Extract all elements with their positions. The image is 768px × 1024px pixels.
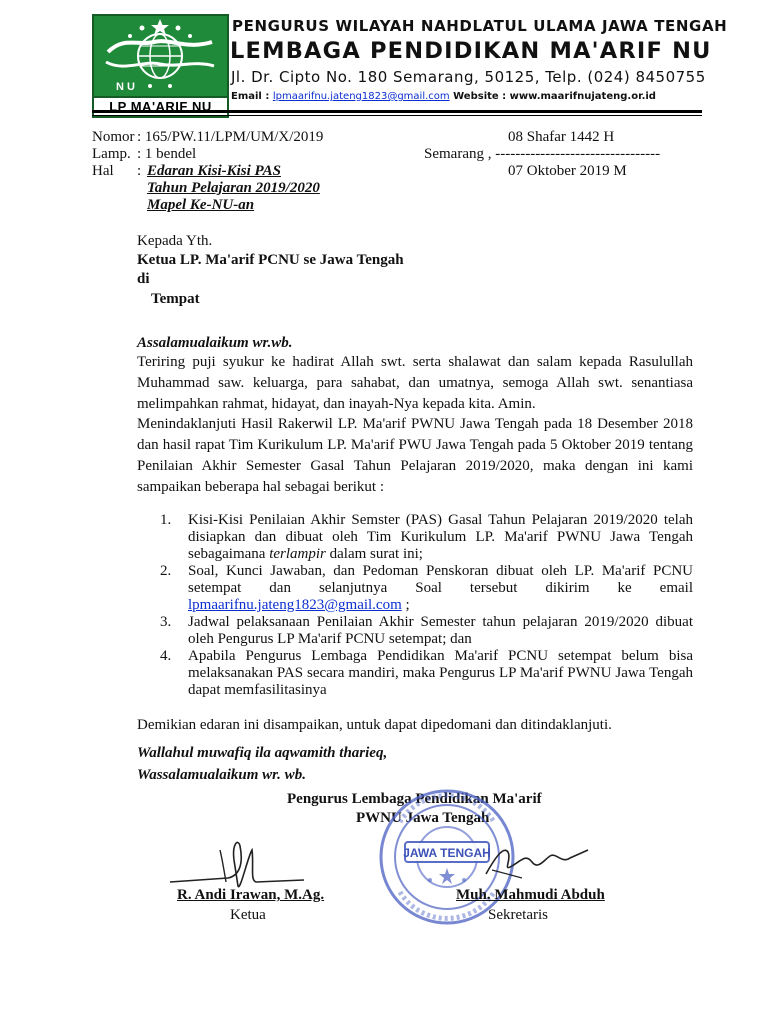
- org-name: LEMBAGA PENDIDIKAN MA'ARIF NU: [230, 38, 712, 64]
- right-signatory-name: Muh. Mahmudi Abduh: [456, 887, 605, 903]
- hal-line-3: Mapel Ke-NU-an: [147, 197, 255, 213]
- wallahul-line: Wallahul muwafiq ila aqwamith tharieq,: [137, 745, 388, 761]
- emphasis-terlampir: terlampir: [269, 546, 326, 562]
- wassalam-line: Wassalamualaikum wr. wb.: [137, 767, 306, 783]
- list-item: 1. Kisi-Kisi Penilaian Akhir Semster (PAS) Gasal Tahun Pelajaran 2019/2020 telah disiapkan dan dibuat oleh Tim Kurikulum LP. Ma'arif PWNU Jawa Tengah sebagaimana terlampir dalam surat ini;: [160, 512, 693, 562]
- date-hijri: 08 Shafar 1442 H: [508, 129, 615, 145]
- salam-opening: Assalamualaikum wr.wb.: [137, 335, 293, 351]
- org-address: Jl. Dr. Cipto No. 180 Semarang, 50125, Telp. (024) 8450755: [231, 68, 706, 86]
- signatory-org-line-1: Pengurus Lembaga Pendidikan Ma'arif: [287, 791, 542, 807]
- hal-line-1: Edaran Kisi-Kisi PAS: [147, 163, 281, 179]
- organization-logo: [92, 14, 229, 118]
- paragraph-2: Menindaklanjuti Hasil Rakerwil LP. Ma'arif PWNU Jawa Tengah pada 18 Desember 2018 dan hasil rapat Tim Kurikulum LP. Ma'arif PWU Jawa Tengah pada 5 Oktober 2019 tentang Penilaian Akhir Semester Gasal Tahun Pelajaran 2019/2020, maka dengan ini kami sampaikan beberapa hal sebagai berikut :: [137, 416, 693, 495]
- list-number: 1.: [160, 512, 172, 528]
- logo-label: LP MA'ARIF NU: [94, 96, 227, 116]
- list-item: 4. Apabila Pengurus Lembaga Pendidikan Ma'arif PCNU setempat belum bisa melaksanakan PAS secara mandiri, maka Pengurus LP Ma'arif PWNU Jawa Tengah dapat memfasilitasinya: [160, 648, 693, 698]
- list-number: 2.: [160, 563, 172, 579]
- email-label: Email :: [231, 91, 273, 102]
- recipient-kepada: Kepada Yth.: [137, 233, 213, 249]
- nomor-value: : 165/PW.11/LPM/UM/X/2019: [137, 129, 324, 145]
- paragraph-1: Teriring puji syukur ke hadirat Allah swt. serta shalawat dan salam kepada Rasulullah Muhammad saw. keluarga, para sahabat, dan umatnya, semoga Allah swt. senantiasa melimpahkan rahmat, hidayat, dan inayah-Nya kepada kita. Amin.: [137, 354, 693, 412]
- list-item: 3. Jadwal pelaksanaan Penilaian Akhir Semester tahun pelajaran 2019/2020 dibuat oleh Pengurus LP Ma'arif PCNU setempat; dan: [160, 614, 693, 647]
- header-divider-thick: [92, 110, 702, 113]
- left-signatory-name: R. Andi Irawan, M.Ag.: [177, 887, 325, 903]
- date-masehi: 07 Oktober 2019 M: [508, 163, 627, 179]
- org-parent-name: PENGURUS WILAYAH NAHDLATUL ULAMA JAWA TENGAH: [232, 17, 728, 35]
- nomor-label: Nomor: [92, 129, 135, 145]
- org-contact: [231, 91, 656, 102]
- points-list: [160, 512, 693, 699]
- list-number: 4.: [160, 648, 172, 664]
- hal-colon: :: [137, 163, 142, 179]
- hal-line-2: Tahun Pelajaran 2019/2020: [147, 180, 320, 196]
- logo-letters: N U: [116, 81, 135, 93]
- recipient-ketua: Ketua LP. Ma'arif PCNU se Jawa Tengah: [137, 252, 404, 268]
- place-line: Semarang , ---------------------------------: [424, 146, 661, 162]
- list-item: 2. Soal, Kunci Jawaban, dan Pedoman Penskoran dibuat oleh LP. Ma'arif PCNU setempat dan selanjutnya Soal tersebut dikirim ke email lpmaarifnu.jateng1823@gmail.com ;: [160, 563, 693, 613]
- lamp-value: : 1 bendel: [137, 146, 197, 162]
- right-signatory-role: Sekretaris: [488, 907, 548, 923]
- globe-star-emblem-icon: [94, 16, 227, 96]
- stamp-text: JAWA TENGAH: [403, 846, 491, 860]
- header-email-link[interactable]: lpmaarifnu.jateng1823@gmail.com: [272, 91, 450, 102]
- list-number: 3.: [160, 614, 172, 630]
- recipient-tempat: Tempat: [151, 291, 200, 307]
- right-signature-icon: [482, 836, 592, 886]
- website-text: Website : www.maarifnujateng.or.id: [449, 91, 656, 102]
- hal-label: Hal: [92, 163, 114, 179]
- lamp-label: Lamp.: [92, 146, 131, 162]
- body-email-link[interactable]: lpmaarifnu.jateng1823@gmail.com: [188, 597, 402, 613]
- left-signatory-role: Ketua: [230, 907, 266, 923]
- recipient-di: di: [137, 271, 150, 287]
- closing-sentence: Demikian edaran ini disampaikan, untuk dapat dipedomani dan ditindaklanjuti.: [137, 717, 612, 733]
- header-divider-thin: [92, 115, 702, 116]
- signatory-org-line-2: PWNU Jawa Tengah: [356, 810, 490, 826]
